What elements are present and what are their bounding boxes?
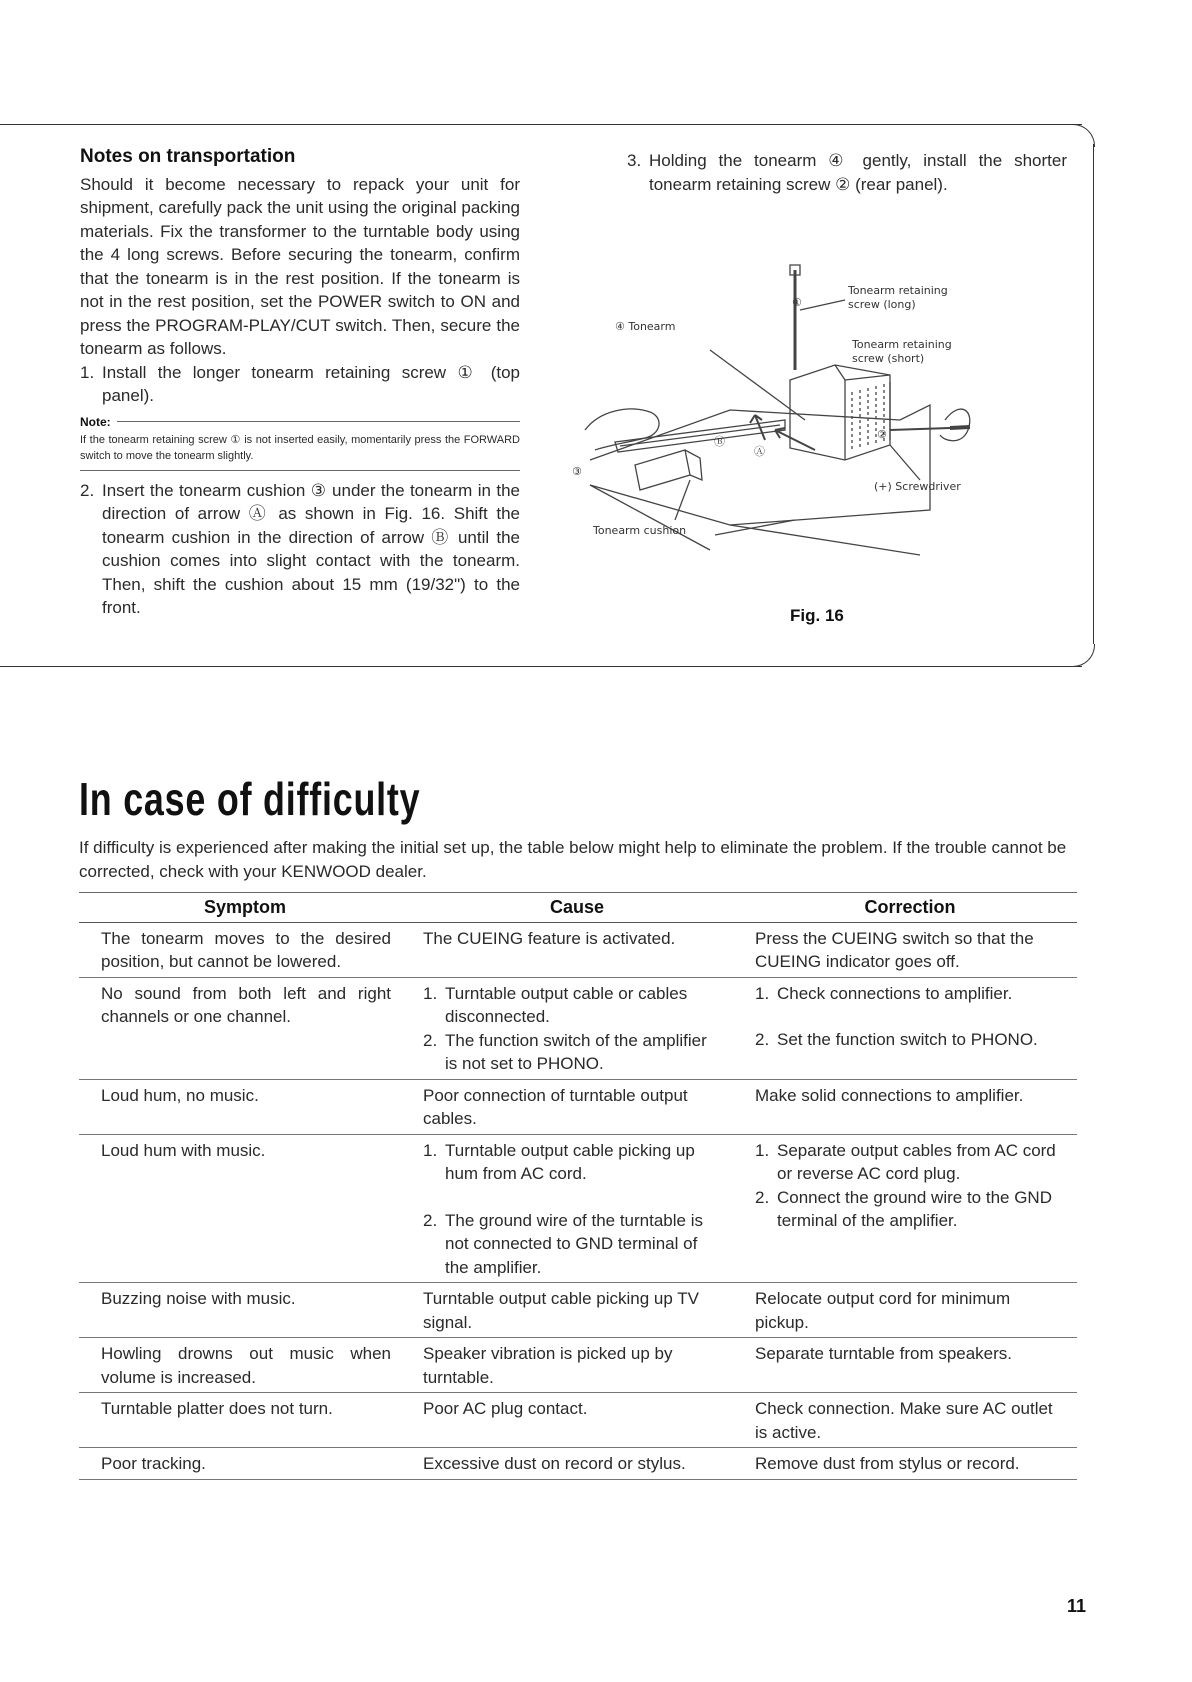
header-correction: Correction — [743, 893, 1077, 923]
correction-cell: Remove dust from stylus or record. — [743, 1448, 1077, 1480]
label-screw-long-line2: screw (long) — [848, 298, 916, 311]
item-number: 2. — [423, 1210, 438, 1230]
symptom-cell: Howling drowns out music when volume is increased. — [79, 1338, 411, 1393]
correction-item — [755, 1028, 1057, 1052]
step-text: Install the longer tonearm retaining screw ① (top panel). — [102, 362, 520, 405]
troubleshooting-table — [79, 892, 1077, 1480]
cause-cell — [411, 1134, 743, 1283]
cause-cell: Poor connection of turntable output cables. — [411, 1079, 743, 1134]
cause-item — [423, 1139, 723, 1186]
section-frame-right-rule — [1093, 144, 1094, 644]
item-text: Connect the ground wire to the GND terminal of the amplifier. — [777, 1187, 1052, 1230]
item-number: 1. — [423, 983, 438, 1003]
label-screw-short-line2: screw (short) — [852, 352, 925, 365]
item-number: 2. — [755, 1030, 770, 1049]
table-row — [79, 1079, 1077, 1134]
page-number: 11 — [1067, 1596, 1087, 1616]
note-text: If the tonearm retaining screw ① is not inserted easily, momentarily press the FORWARD switch to move the tonearm slightly. — [80, 433, 520, 462]
symptom-cell: The tonearm moves to the desired position, but cannot be lowered. — [79, 922, 411, 977]
transport-title: Notes on transportation — [80, 146, 296, 167]
note-label: Note: — [80, 414, 111, 429]
cause-cell: The CUEING feature is activated. — [411, 922, 743, 977]
correction-cell — [743, 1134, 1077, 1283]
fig-mark-1: ① — [792, 296, 802, 309]
item-number: 1. — [423, 1140, 438, 1160]
correction-cell: Make solid connections to amplifier. — [743, 1079, 1077, 1134]
header-symptom: Symptom — [79, 893, 411, 923]
table-row — [79, 1393, 1077, 1448]
transport-step-3-block — [627, 149, 1067, 196]
note-rule — [117, 421, 520, 422]
symptom-cell: Buzzing noise with music. — [79, 1283, 411, 1338]
step-number: 2. — [80, 480, 95, 500]
table-row — [79, 977, 1077, 1079]
item-number: 1. — [755, 1140, 770, 1160]
table-row — [79, 1338, 1077, 1393]
transport-intro: Should it become necessary to repack your unit for shipment, carefully pack the unit using the original packing materials. Fix the transformer to the turntable body using the 4 long screws. Before securing the tonearm, confirm that the tonearm is in the rest position. If the tonearm is not in the rest position, set the POWER switch to ON and press the PROGRAM-PLAY/CUT switch. Then, secure the tonearm as follows. — [80, 174, 520, 358]
label-screw-short-line1: Tonearm retaining — [852, 338, 952, 351]
item-text: Check connections to amplifier. — [777, 983, 1013, 1003]
section-frame-corner-top — [1072, 124, 1095, 147]
transport-notes — [80, 145, 520, 620]
table-row — [79, 922, 1077, 977]
figure-caption: Fig. 16 — [790, 606, 844, 625]
table-row — [79, 1134, 1077, 1283]
table-row — [79, 1283, 1077, 1338]
symptom-cell: Loud hum, no music. — [79, 1079, 411, 1134]
section-frame-top-rule — [0, 124, 1082, 125]
step-text: Insert the tonearm cushion ③ under the tonearm in the direction of arrow Ⓐ as shown in Fig. 16. Shift the tonearm cushion in the direction of arrow Ⓑ until the cushion comes into slight contact with the tonearm. Then, shift the cushion about 15 mm (19/32") to the front. — [102, 480, 520, 617]
note-bottom-rule — [80, 470, 520, 471]
cause-cell: Speaker vibration is picked up by turntable. — [411, 1338, 743, 1393]
fig-mark-b: Ⓑ — [714, 435, 725, 448]
label-tonearm: ④ Tonearm — [615, 320, 676, 333]
item-number: 2. — [755, 1187, 770, 1207]
item-text: Set the function switch to PHONO. — [777, 1030, 1038, 1049]
cause-item — [423, 982, 723, 1029]
item-text: The function switch of the amplifier is not set to PHONO. — [445, 1030, 707, 1073]
label-tonearm-cushion: Tonearm cushion — [593, 524, 687, 537]
correction-cell: Press the CUEING switch so that the CUEING indicator goes off. — [743, 922, 1077, 977]
symptom-cell: No sound from both left and right channels or one channel. — [79, 977, 411, 1079]
symptom-cell: Turntable platter does not turn. — [79, 1393, 411, 1448]
correction-cell: Check connection. Make sure AC outlet is active. — [743, 1393, 1077, 1448]
cause-item — [423, 1209, 723, 1280]
difficulty-title: In case of difficulty — [79, 773, 421, 825]
cause-cell: Turntable output cable picking up TV signal. — [411, 1283, 743, 1338]
item-text: Separate output cables from AC cord or reverse AC cord plug. — [777, 1140, 1056, 1183]
cause-item — [423, 1029, 723, 1076]
fig-mark-3: ③ — [572, 465, 582, 478]
correction-cell: Separate turntable from speakers. — [743, 1338, 1077, 1393]
correction-item — [755, 1139, 1057, 1186]
step-number: 1. — [80, 362, 95, 382]
item-number: 2. — [423, 1030, 438, 1050]
difficulty-intro: If difficulty is experienced after making the initial set up, the table below might help to eliminate the problem. If the trouble cannot be corrected, check with your KENWOOD dealer. — [79, 838, 1067, 881]
fig-16-illustration — [572, 270, 1080, 650]
item-text: Turntable output cable picking up hum from AC cord. — [445, 1140, 695, 1183]
transport-step-3 — [627, 149, 1067, 196]
item-text: Turntable output cable or cables disconnected. — [445, 983, 688, 1026]
cause-cell: Poor AC plug contact. — [411, 1393, 743, 1448]
fig-mark-2: ② — [877, 428, 887, 441]
correction-cell: Relocate output cord for minimum pickup. — [743, 1283, 1077, 1338]
cause-cell — [411, 977, 743, 1079]
item-number: 1. — [755, 983, 770, 1003]
label-screwdriver: (+) Screwdriver — [874, 480, 961, 493]
correction-item — [755, 1186, 1057, 1233]
cause-cell: Excessive dust on record or stylus. — [411, 1448, 743, 1480]
correction-item — [755, 982, 1057, 1006]
section-frame-bottom-rule — [0, 666, 1082, 667]
fig-mark-a: Ⓐ — [754, 445, 765, 458]
transport-step-1 — [80, 361, 520, 408]
table-header-row — [79, 893, 1077, 923]
item-text: The ground wire of the turntable is not connected to GND terminal of the amplifier. — [445, 1210, 703, 1277]
transport-note — [80, 414, 520, 471]
symptom-cell: Loud hum with music. — [79, 1134, 411, 1283]
step-number: 3. — [627, 151, 642, 170]
label-screw-long-line1: Tonearm retaining — [848, 284, 948, 297]
step-text: Holding the tonearm ④ gently, install the shorter tonearm retaining screw ② (rear panel). — [649, 151, 1067, 194]
transport-step-2 — [80, 479, 520, 620]
header-cause: Cause — [411, 893, 743, 923]
correction-cell — [743, 977, 1077, 1079]
symptom-cell: Poor tracking. — [79, 1448, 411, 1480]
table-row — [79, 1448, 1077, 1480]
